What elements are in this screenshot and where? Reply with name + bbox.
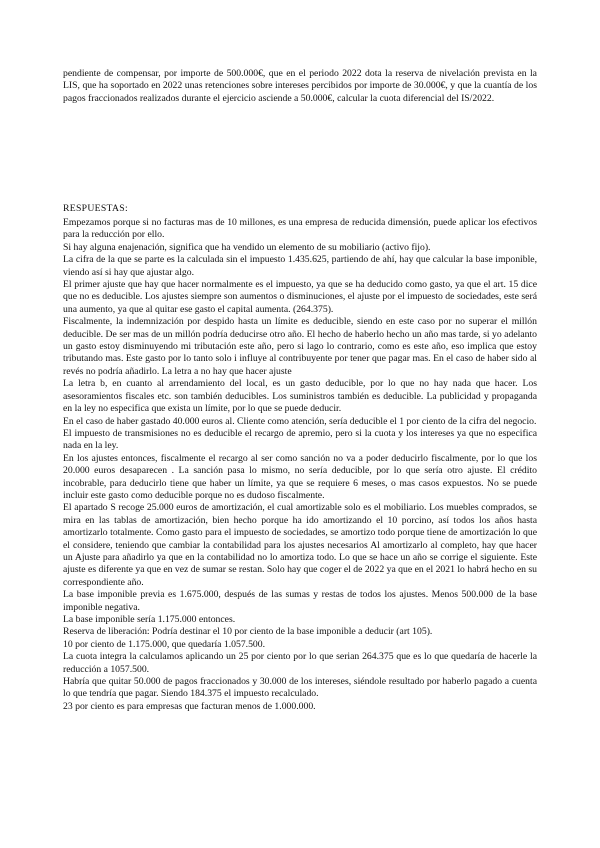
answer-paragraph: En el caso de haber gastado 40.000 euros al. Cliente como atención, sería deducible el 1 por ciento de la cifra del negocio. [63,415,537,427]
answer-paragraph: Fiscalmente, la indemnización por despido hasta un límite es deducible, siendo en este caso por no superar el millón deducible. De ser mas de un millón podría deducirse otro año. El hecho de haberlo hecho un año mas tarde, si yo adelanto un gasto estoy disminuyendo mi tributación este año, pero si lago lo contrario, como es este año, eso implica que estoy tributando mas. Este gasto por lo tanto solo i influye al contribuyente por tener que pagar mas. En el caso de haber sido al revés no podría añadirlo. La letra a no hay que hacer ajuste [63,316,537,377]
answer-paragraph: La base imponible previa es 1.675.000, después de las sumas y restas de todos los ajustes. Menos 500.000 de la base imponible negativa. [63,589,537,613]
answer-paragraph: El apartado S recoge 25.000 euros de amortización, el cual amortizable solo es el mobiliario. Los muebles comprados, se mira en las tablas de amortización, bien hecho porque ha ido amortizando el 10 porcino, así todos los años hasta amortizarlo totalmente. Como gasto para el impuesto de sociedades, se amortizo todo porque tiene de amortización lo que el considere, teniendo que cambiar la contabilidad para los ajustes necesarios Al amortizarlo al completo, hay que hacer un Ajuste para añadirlo ya que en la contabilidad no lo amortiza todo. Lo que se hace un año se corrige el siguiente. Este ajuste es diferente ya que en vez de sumar se restan. Solo hay que coger el de 2022 ya que en el 2021 lo habrá hecho en su correspondiente año. [63,502,537,588]
answer-paragraph: Si hay alguna enajenación, significa que ha vendido un elemento de su mobiliario (activo fijo). [63,241,431,253]
answers-section [63,217,537,713]
answer-paragraph: El primer ajuste que hay que hacer normalmente es el impuesto, ya que se ha deducido como gasto, ya que el art. 15 dice que no es deducible. Los ajustes siempre son aumentos o disminuciones, el ajuste por el impuesto de sociedades, este será una aumento, ya que al quitar ese gasto el capital aumenta. (264.375). [63,279,537,315]
answer-paragraph: El impuesto de transmisiones no es deducible el recargo de apremio, pero si la cuota y los intereses ya que no especifica nada en la ley. [63,427,537,452]
answer-paragraph: La cuota integra la calculamos aplicando un 25 por ciento por lo que serian 264.375 que es lo que quedaría de hacerle la reducción a 1057.500. [63,651,537,675]
answer-paragraph: Empezamos porque si no facturas mas de 10 millones, es una empresa de reducida dimensión, puede aplicar los efectivos para la reducción por ello. [63,217,537,241]
answers-heading: RESPUESTAS: [63,203,128,214]
answer-paragraph: En los ajustes entonces, fiscalmente el recargo al ser como sanción no va a poder deducirlo fiscalmente, por lo que los 20.000 euros desaparecen . La sanción pasa lo mismo, no sería deducible, por lo que sería otro ajuste. El crédito incobrable, para deducirlo tiene que haber un límite, ya que se requiere 6 meses, o mas casos expuestos. No se puede incluir este gasto como deducible porque no es dudoso fiscalmente. [63,452,537,501]
answer-paragraph: 23 por ciento es para empresas que facturan menos de 1.000.000. [63,700,316,712]
answer-paragraph: La cifra de la que se parte es la calculada sin el impuesto 1.435.625, partiendo de ahí, hay que calcular la base imponible, viendo así si hay que ajustar algo. [63,254,537,278]
answer-paragraph: La letra b, en cuanto al arrendamiento del local, es un gasto deducible, por lo que no hay nada que hacer. Los asesoramientos fiscales etc. son también deducibles. Los suministros también es deducible. La publicidad y propaganda en la ley no especifica que exista un límite, por lo que se puede deducir. [63,378,537,415]
answer-paragraph: 10 por ciento de 1.175.000, que quedaría 1.057.500. [63,638,266,650]
answer-paragraph: Reserva de liberación: Podría destinar el 10 por ciento de la base imponible a deducir (art 105). [63,626,433,638]
answer-paragraph: Habría que quitar 50.000 de pagos fraccionados y 30.000 de los intereses, siéndole resultado por haberlo pagado a cuenta lo que tendría que pagar. Siendo 184.375 el impuesto recalculado. [63,676,537,700]
intro-paragraph: pendiente de compensar, por importe de 500.000€, que en el periodo 2022 dota la reserva de nivelación prevista en la LIS, que ha soportado en 2022 unas retenciones sobre intereses percibidos por importe de 30.000€, y que la cuantía de los pagos fraccionados realizados durante el ejercicio asciende a 50.000€, calcular la cuota diferencial del IS/2022. [63,68,537,104]
answer-paragraph: La base imponible sería 1.175.000 entonces. [63,614,236,625]
